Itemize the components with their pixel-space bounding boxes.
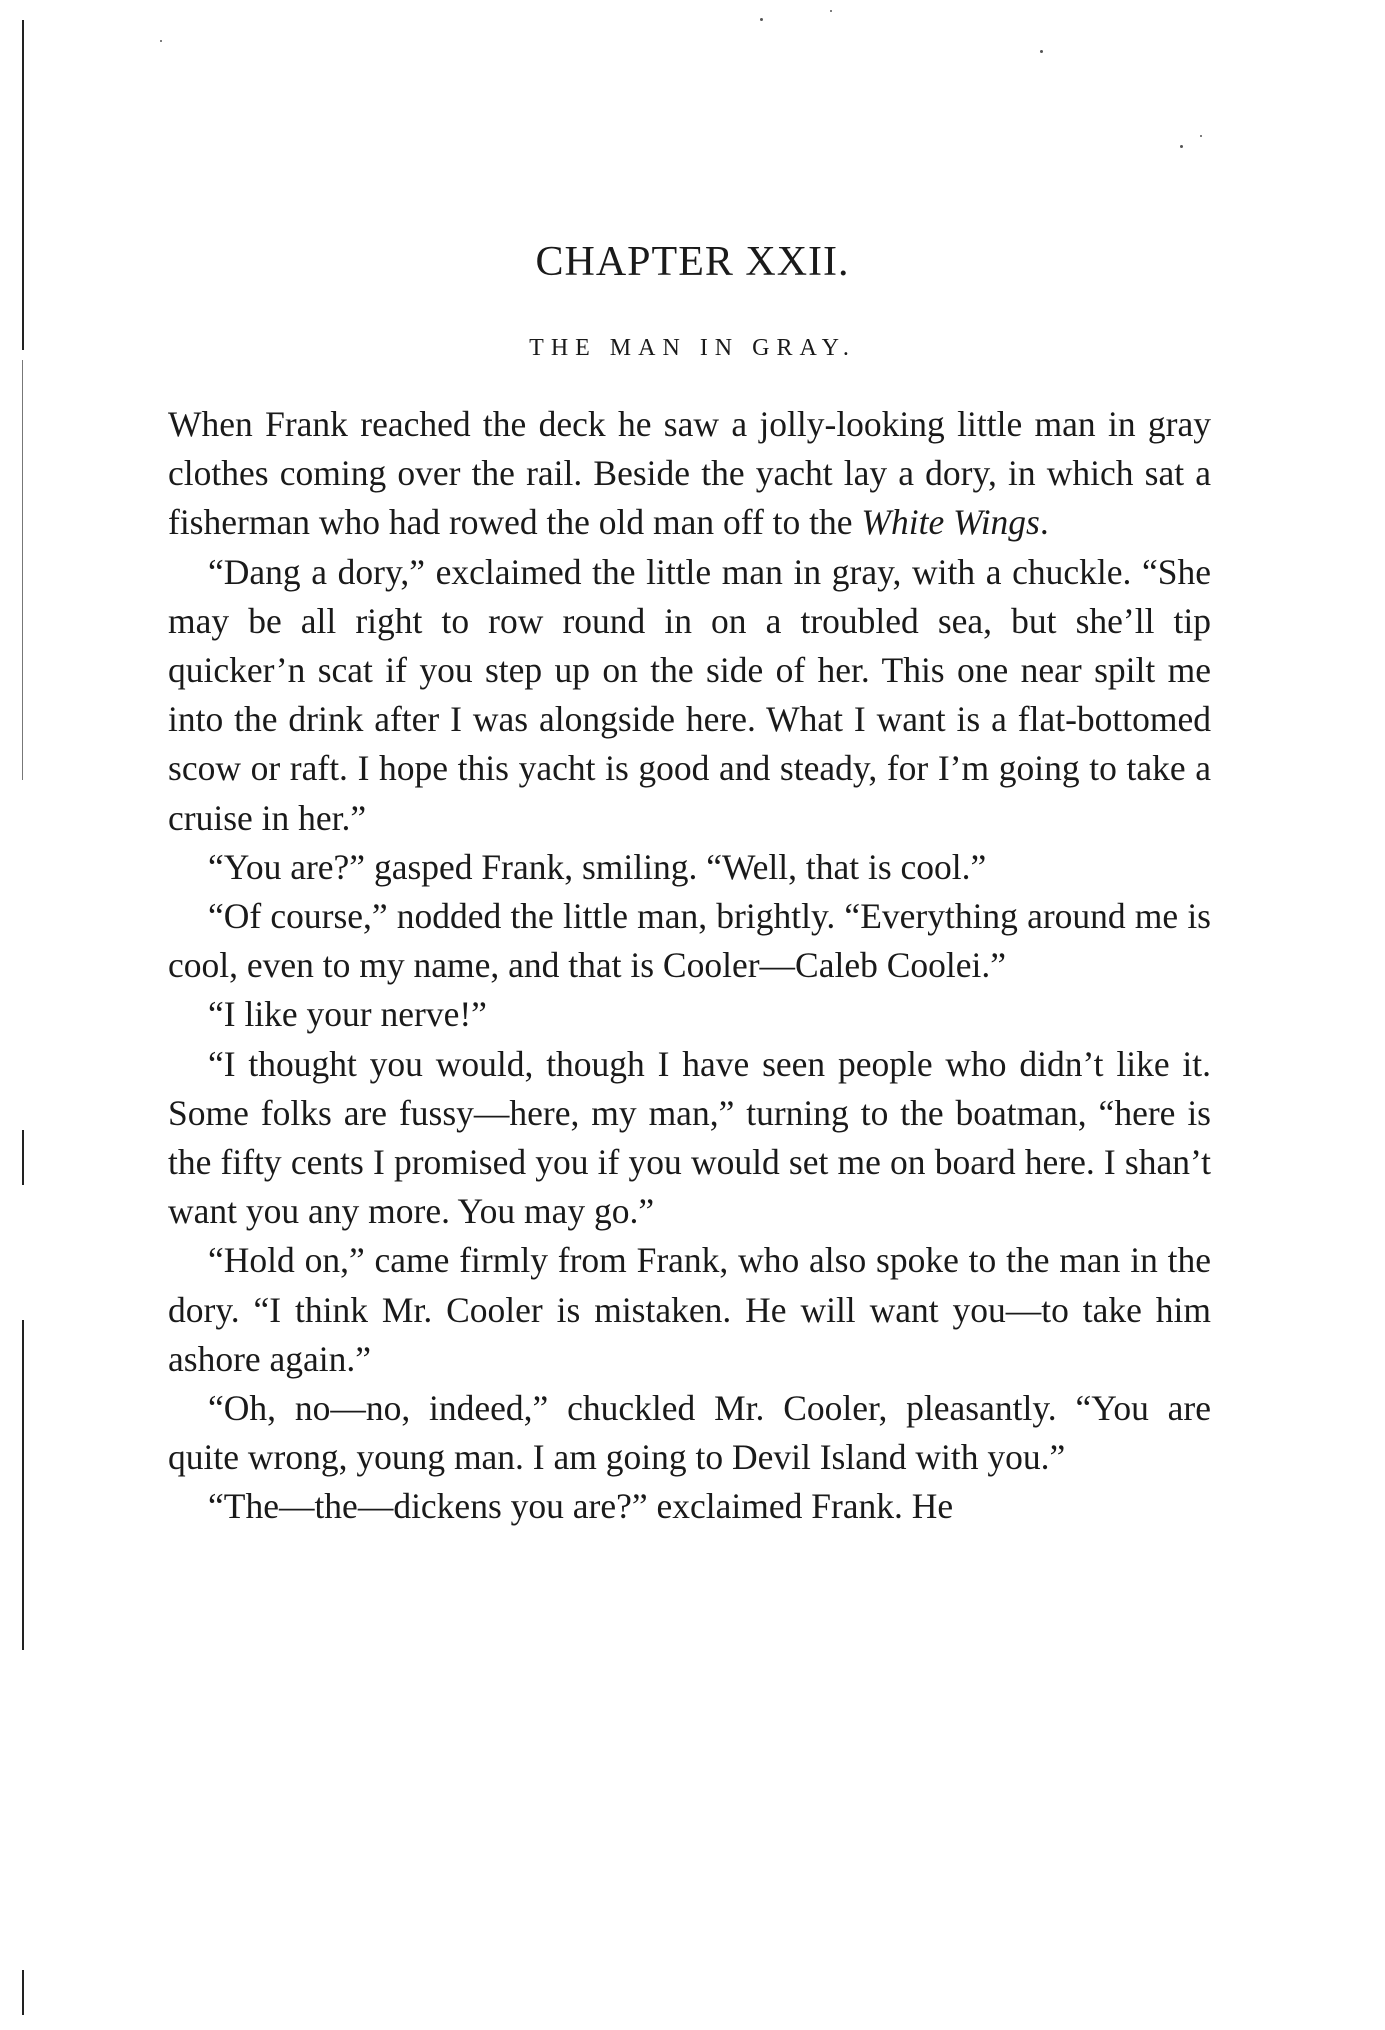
paragraph-text: .	[1039, 502, 1049, 543]
paragraph: “Of course,” nodded the little man, brightly. “Everything around me is cool, even to my name, and that is Cooler—Caleb Coolei.”	[168, 896, 1211, 986]
scan-speck	[760, 18, 763, 21]
binding-edge-line	[22, 360, 23, 780]
paragraph: “Oh, no—no, indeed,” chuckled Mr. Cooler, pleasantly. “You are quite wrong, young man. I am going to Devil Island with you.”	[168, 1388, 1211, 1478]
yacht-name: White Wings	[861, 502, 1040, 543]
binding-edge-line	[22, 1970, 24, 2015]
chapter-text	[168, 400, 1211, 1532]
paragraph: “Dang a dory,” exclaimed the little man in gray, with a chuckle. “She may be all right to row round in on a troubled sea, but she’ll tip quicker’n scat if you step up on the side of her. This one near spilt me into the drink after I was alongside here. What I want is a flat-bottomed scow or raft. I hope this yacht is good and steady, for I’m going to take a cruise in her.”	[168, 551, 1211, 838]
paragraph: “I like your nerve!”	[208, 994, 487, 1035]
binding-edge-line	[22, 1130, 24, 1185]
scan-speck	[1040, 50, 1043, 53]
scan-speck	[830, 10, 832, 12]
scan-speck	[1180, 145, 1183, 148]
binding-edge-line	[22, 20, 24, 350]
paragraph: “You are?” gasped Frank, smiling. “Well, that is cool.”	[208, 846, 987, 887]
paragraph	[168, 400, 1211, 548]
binding-edge-line	[22, 1320, 24, 1650]
chapter-heading: CHAPTER XXII.	[535, 239, 850, 285]
paragraph: “The—the—dickens you are?” exclaimed Frank. He	[208, 1486, 954, 1527]
chapter-subtitle: THE MAN IN GRAY.	[529, 335, 856, 361]
scan-speck	[1200, 135, 1202, 137]
scan-speck	[160, 40, 162, 42]
paragraph: “I thought you would, though I have seen people who didn’t like it. Some folks are fussy—here, my man,” turning to the boatman, “here is the fifty cents I promised you if you would set me on board here. I shan’t want you any more. You may go.”	[168, 1043, 1211, 1232]
paragraph: “Hold on,” came firmly from Frank, who also spoke to the man in the dory. “I think Mr. Cooler is mistaken. He will want you—to take him ashore again.”	[168, 1240, 1211, 1379]
paragraph-text: When Frank reached the deck he saw a jolly-looking little man in gray clothes coming over the rail. Beside the yacht lay a dory, in which sat a fisherman who had rowed the old man off to the	[168, 404, 1211, 543]
